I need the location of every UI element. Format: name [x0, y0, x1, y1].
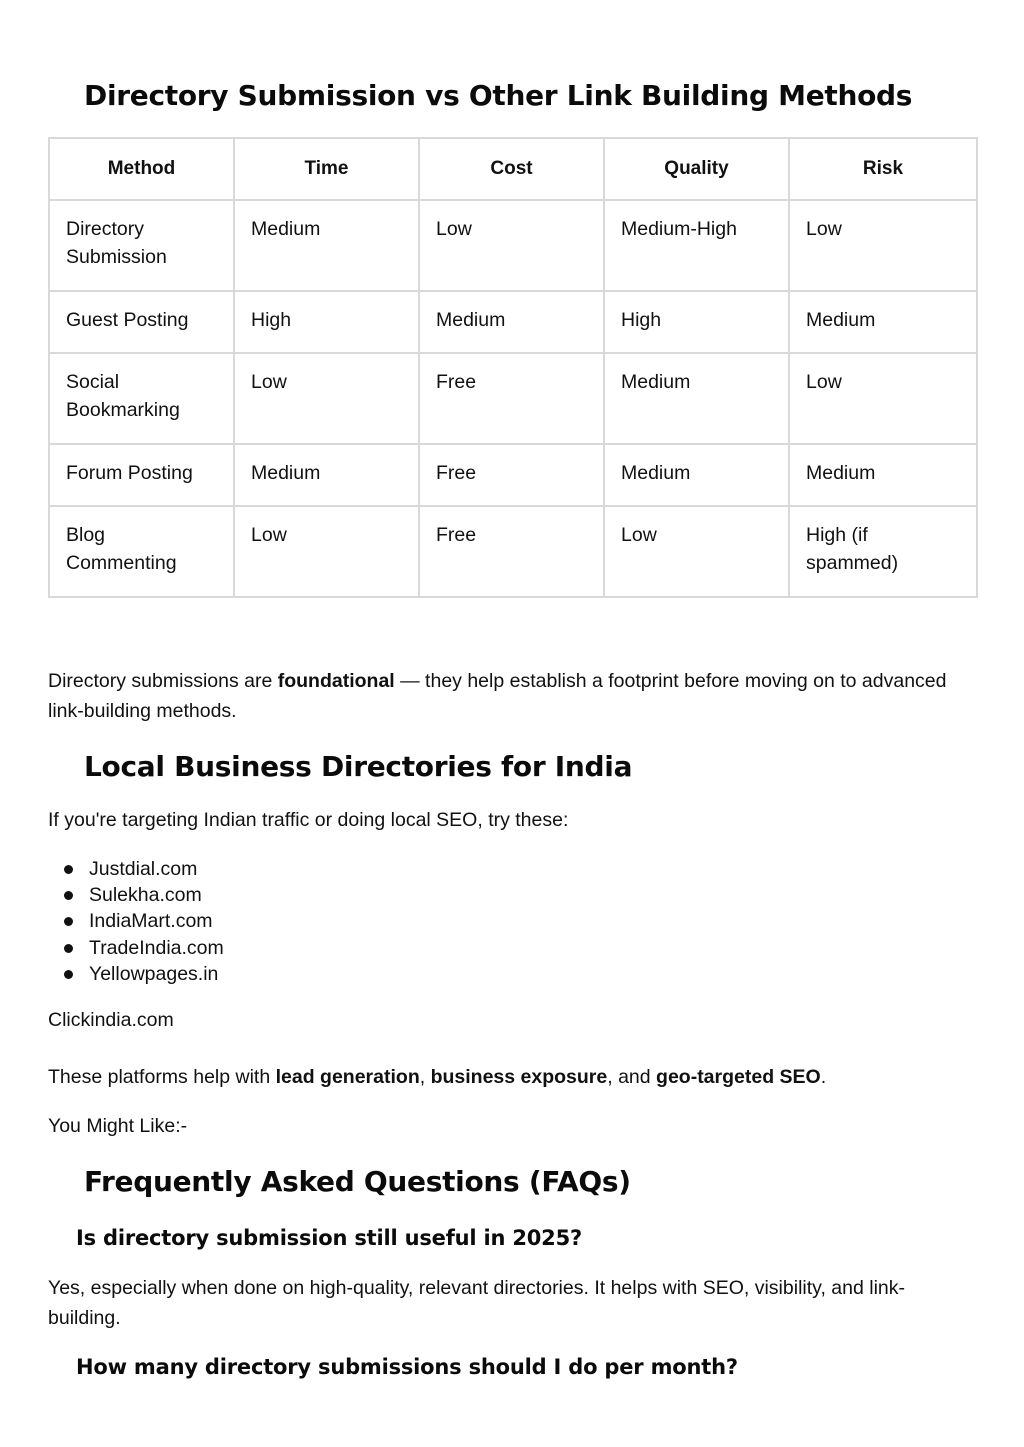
comparison-table	[48, 137, 978, 598]
table-header-cell: Method	[49, 138, 234, 200]
table-cell: Medium	[234, 200, 419, 291]
table-cell: Low	[234, 506, 419, 597]
list-item	[48, 856, 224, 882]
table-cell: Medium-High	[604, 200, 789, 291]
table-row	[49, 291, 977, 353]
you-might-like: You Might Like:-	[48, 1115, 188, 1137]
table-cell: High (if spammed)	[789, 506, 977, 597]
table-cell: Low	[789, 200, 977, 291]
bullet-icon	[64, 865, 73, 874]
table-row	[49, 200, 977, 291]
paragraph-text: Directory submissions are	[48, 670, 278, 692]
list-item-label: Yellowpages.in	[89, 962, 219, 985]
extra-directory: Clickindia.com	[48, 1009, 174, 1031]
bullet-icon	[64, 891, 73, 900]
list-item-label: IndiaMart.com	[89, 910, 213, 933]
table-cell: Low	[234, 353, 419, 444]
local-intro: If you're targeting Indian traffic or doing local SEO, try these:	[48, 809, 569, 831]
list-item	[48, 882, 224, 908]
paragraph-text: , and	[607, 1066, 657, 1088]
table-cell: Low	[419, 200, 604, 291]
table-cell: Medium	[604, 353, 789, 444]
comparison-heading: Directory Submission vs Other Link Building Methods	[84, 79, 913, 112]
table-cell: Forum Posting	[49, 444, 234, 506]
table-header-cell: Time	[234, 138, 419, 200]
faq-answer: Yes, especially when done on high-quality, relevant directories. It helps with SEO, visibility, and link-building.	[48, 1277, 905, 1329]
local-directories-heading: Local Business Directories for India	[84, 750, 633, 783]
paragraph-text: — they help establish a footprint before moving on to advanced link-building methods.	[48, 670, 947, 722]
table-cell: Medium	[604, 444, 789, 506]
table-cell: High	[234, 291, 419, 353]
platforms-summary	[48, 1062, 968, 1092]
table-cell: Medium	[789, 291, 977, 353]
table-row	[49, 444, 977, 506]
table-cell: Medium	[234, 444, 419, 506]
table-header-cell: Quality	[604, 138, 789, 200]
list-item-label: TradeIndia.com	[89, 936, 224, 959]
table-header-cell: Cost	[419, 138, 604, 200]
list-item	[48, 961, 224, 987]
table-cell: Low	[604, 506, 789, 597]
paragraph-text: .	[820, 1066, 827, 1088]
table-cell: Free	[419, 506, 604, 597]
list-item-label: Justdial.com	[89, 858, 198, 880]
faq-question: How many directory submissions should I do per month?	[76, 1355, 738, 1379]
table-cell: Guest Posting	[49, 291, 234, 353]
paragraph-text: These platforms help with	[48, 1066, 276, 1088]
bullet-icon	[64, 944, 73, 953]
faq-question: Is directory submission still useful in 2025?	[76, 1226, 582, 1250]
list-item	[48, 908, 224, 934]
bullet-icon	[64, 970, 73, 979]
list-item-label: Sulekha.com	[89, 884, 202, 907]
bold-text: geo-targeted SEO	[656, 1066, 821, 1088]
bold-text: business exposure	[430, 1066, 608, 1088]
directory-list	[48, 856, 224, 987]
bold-text: lead generation	[275, 1066, 420, 1088]
table-cell: Free	[419, 353, 604, 444]
table-cell: Medium	[419, 291, 604, 353]
table-row	[49, 353, 977, 444]
table-row	[49, 506, 977, 597]
table-cell: Directory Submission	[49, 200, 234, 291]
table-cell: Blog Commenting	[49, 506, 234, 597]
paragraph-text: ,	[419, 1066, 431, 1088]
faq-heading: Frequently Asked Questions (FAQs)	[84, 1165, 631, 1198]
list-item	[48, 935, 224, 961]
bullet-icon	[64, 917, 73, 926]
table-header-row	[49, 138, 977, 200]
table-cell: Social Bookmarking	[49, 353, 234, 444]
table-header-cell: Risk	[789, 138, 977, 200]
table-cell: High	[604, 291, 789, 353]
bold-text: foundational	[277, 670, 395, 692]
table-cell: Low	[789, 353, 977, 444]
foundational-paragraph	[48, 666, 968, 726]
table-cell: Medium	[789, 444, 977, 506]
table-cell: Free	[419, 444, 604, 506]
